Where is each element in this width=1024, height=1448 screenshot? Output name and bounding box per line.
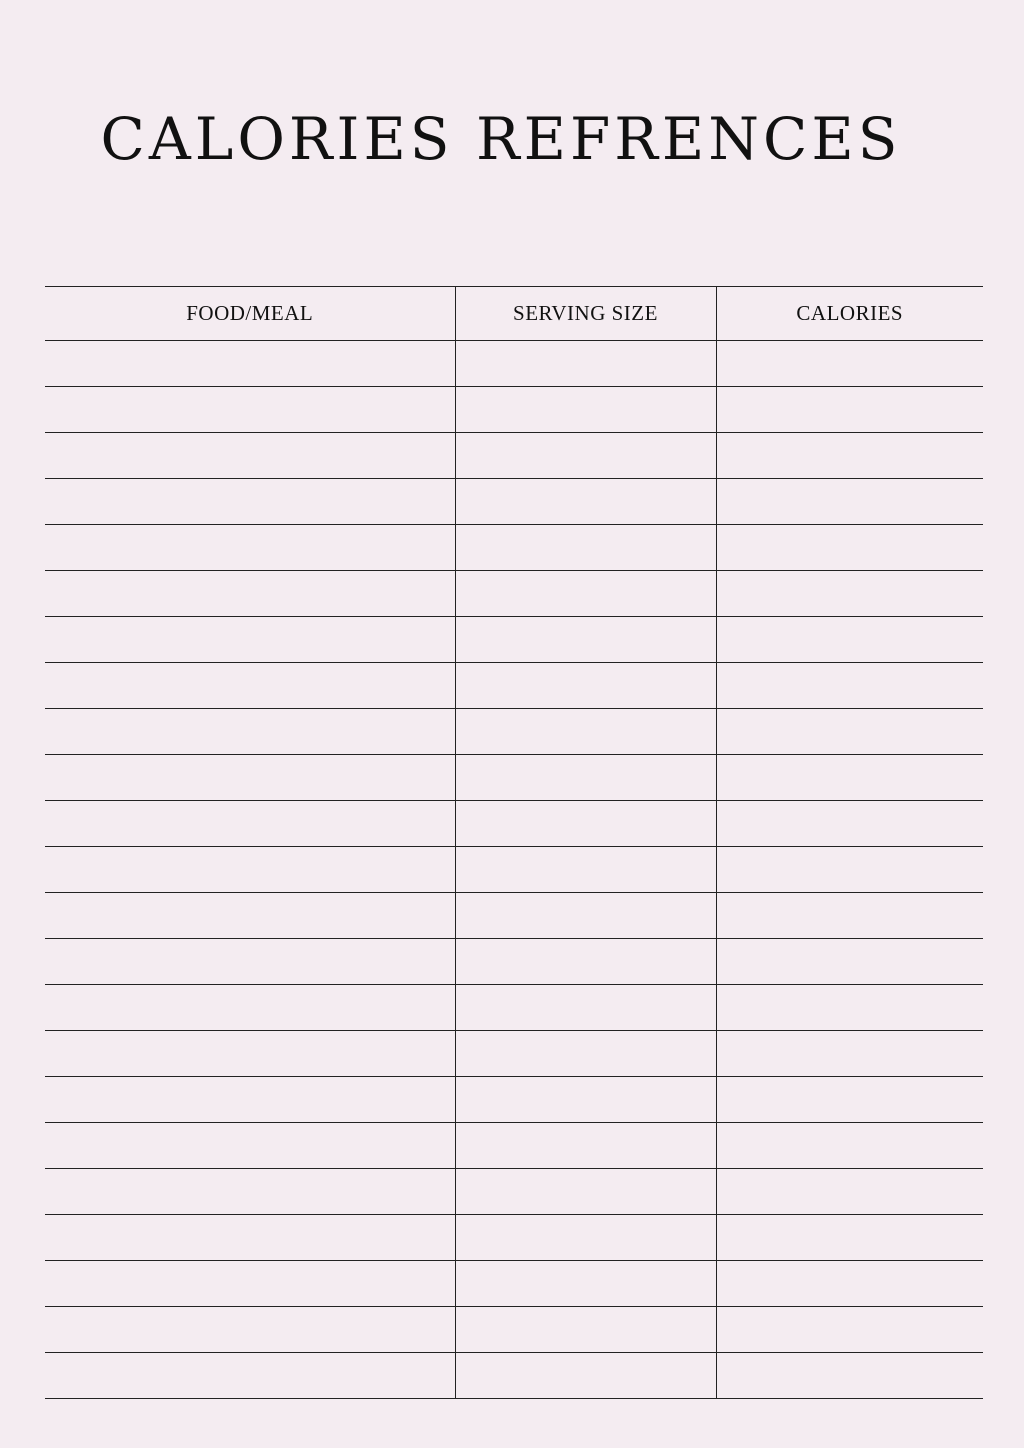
serving-size-cell[interactable] xyxy=(455,1307,716,1353)
calories-cell[interactable] xyxy=(716,893,983,939)
calories-cell[interactable] xyxy=(716,709,983,755)
table-row xyxy=(45,387,983,433)
table-row xyxy=(45,663,983,709)
calories-cell[interactable] xyxy=(716,801,983,847)
table-row xyxy=(45,1261,983,1307)
serving-size-cell[interactable] xyxy=(455,433,716,479)
food-meal-cell[interactable] xyxy=(45,801,455,847)
table-row xyxy=(45,755,983,801)
food-meal-cell[interactable] xyxy=(45,1307,455,1353)
calories-cell[interactable] xyxy=(716,847,983,893)
table-row xyxy=(45,525,983,571)
food-meal-cell[interactable] xyxy=(45,985,455,1031)
food-meal-cell[interactable] xyxy=(45,479,455,525)
serving-size-cell[interactable] xyxy=(455,1169,716,1215)
table-header-row xyxy=(45,287,983,341)
calories-cell[interactable] xyxy=(716,1031,983,1077)
calories-cell[interactable] xyxy=(716,525,983,571)
serving-size-cell[interactable] xyxy=(455,1031,716,1077)
calories-cell[interactable] xyxy=(716,985,983,1031)
food-meal-cell[interactable] xyxy=(45,341,455,387)
food-meal-cell[interactable] xyxy=(45,663,455,709)
calories-cell[interactable] xyxy=(716,939,983,985)
calories-cell[interactable] xyxy=(716,433,983,479)
food-meal-cell[interactable] xyxy=(45,1169,455,1215)
serving-size-cell[interactable] xyxy=(455,755,716,801)
table-row xyxy=(45,709,983,755)
food-meal-cell[interactable] xyxy=(45,939,455,985)
table-row xyxy=(45,847,983,893)
food-meal-cell[interactable] xyxy=(45,847,455,893)
table-row xyxy=(45,617,983,663)
calories-cell[interactable] xyxy=(716,1307,983,1353)
serving-size-cell[interactable] xyxy=(455,571,716,617)
food-meal-cell[interactable] xyxy=(45,1123,455,1169)
serving-size-cell[interactable] xyxy=(455,1215,716,1261)
calories-cell[interactable] xyxy=(716,341,983,387)
table-body xyxy=(45,341,983,1399)
calories-cell[interactable] xyxy=(716,1261,983,1307)
table-row xyxy=(45,1031,983,1077)
calories-cell[interactable] xyxy=(716,571,983,617)
serving-size-cell[interactable] xyxy=(455,893,716,939)
calories-cell[interactable] xyxy=(716,1353,983,1399)
serving-size-cell[interactable] xyxy=(455,985,716,1031)
serving-size-cell[interactable] xyxy=(455,525,716,571)
table-row xyxy=(45,985,983,1031)
table-row xyxy=(45,479,983,525)
serving-size-cell[interactable] xyxy=(455,479,716,525)
calories-cell[interactable] xyxy=(716,755,983,801)
food-meal-cell[interactable] xyxy=(45,433,455,479)
serving-size-cell[interactable] xyxy=(455,847,716,893)
calories-cell[interactable] xyxy=(716,1215,983,1261)
food-meal-cell[interactable] xyxy=(45,709,455,755)
serving-size-cell[interactable] xyxy=(455,341,716,387)
page-title: CALORIES REFRENCES xyxy=(100,105,902,173)
calories-cell[interactable] xyxy=(716,387,983,433)
table-row xyxy=(45,893,983,939)
food-meal-cell[interactable] xyxy=(45,387,455,433)
table-row xyxy=(45,571,983,617)
column-header-food-meal: FOOD/MEAL xyxy=(45,287,455,341)
food-meal-cell[interactable] xyxy=(45,1031,455,1077)
serving-size-cell[interactable] xyxy=(455,663,716,709)
food-meal-cell[interactable] xyxy=(45,1261,455,1307)
food-meal-cell[interactable] xyxy=(45,1215,455,1261)
food-meal-cell[interactable] xyxy=(45,755,455,801)
food-meal-cell[interactable] xyxy=(45,525,455,571)
table-row xyxy=(45,1215,983,1261)
table-row xyxy=(45,433,983,479)
serving-size-cell[interactable] xyxy=(455,709,716,755)
calories-cell[interactable] xyxy=(716,479,983,525)
calories-cell[interactable] xyxy=(716,1077,983,1123)
serving-size-cell[interactable] xyxy=(455,939,716,985)
table-row xyxy=(45,1123,983,1169)
food-meal-cell[interactable] xyxy=(45,617,455,663)
food-meal-cell[interactable] xyxy=(45,571,455,617)
food-meal-cell[interactable] xyxy=(45,1353,455,1399)
calorie-table xyxy=(45,286,983,1399)
column-header-calories: CALORIES xyxy=(716,287,983,341)
serving-size-cell[interactable] xyxy=(455,1261,716,1307)
serving-size-cell[interactable] xyxy=(455,1353,716,1399)
column-header-serving-size: SERVING SIZE xyxy=(455,287,716,341)
calories-cell[interactable] xyxy=(716,1169,983,1215)
calories-cell[interactable] xyxy=(716,1123,983,1169)
table-row xyxy=(45,939,983,985)
table-row xyxy=(45,1307,983,1353)
table-row xyxy=(45,801,983,847)
serving-size-cell[interactable] xyxy=(455,387,716,433)
table-row xyxy=(45,1077,983,1123)
serving-size-cell[interactable] xyxy=(455,1077,716,1123)
food-meal-cell[interactable] xyxy=(45,1077,455,1123)
table-row xyxy=(45,1353,983,1399)
food-meal-cell[interactable] xyxy=(45,893,455,939)
calories-cell[interactable] xyxy=(716,663,983,709)
serving-size-cell[interactable] xyxy=(455,617,716,663)
serving-size-cell[interactable] xyxy=(455,801,716,847)
calories-cell[interactable] xyxy=(716,617,983,663)
table-row xyxy=(45,1169,983,1215)
serving-size-cell[interactable] xyxy=(455,1123,716,1169)
table-row xyxy=(45,341,983,387)
